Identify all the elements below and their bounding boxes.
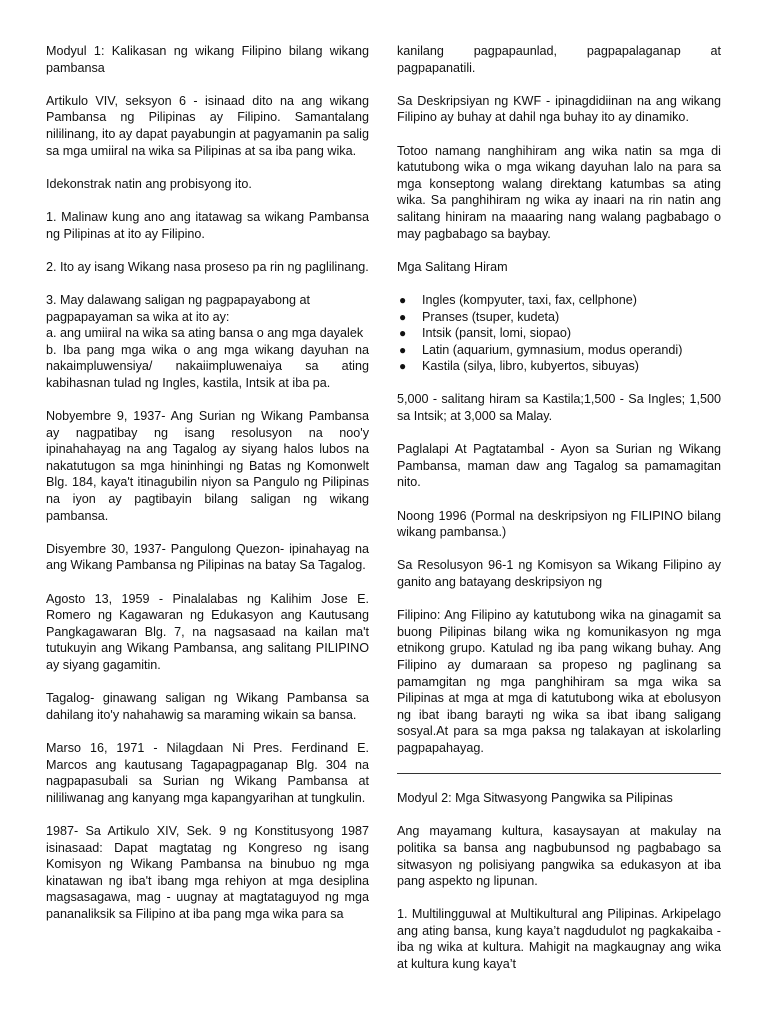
paragraph-1987: 1987- Sa Artikulo XIV, Sek. 9 ng Konstitusyong 1987 isinasaad: Dapat magtatag ng Kongreso ng isang Komisyon ng Wikang Pambansa na binubuo ng mga kinatawan ng iba't ibang mga rehiyon at mga desiplina magsasagawa, mag - uugnay at magtataguyod ng mga pananaliksik sa Filipino at iba pang mga wika para sa xyxy=(46,823,369,921)
paragraph-kwf: Sa Deskripsiyan ng KWF - ipinagdidiinan na ang wikang Filipino ay buhay at dahil nga buhay ito ay dinamiko. xyxy=(397,93,721,125)
list-item: ● Pranses (tsuper, kudeta) xyxy=(399,309,560,324)
paragraph-mar-1971: Marso 16, 1971 - Nilagdaan Ni Pres. Ferdinand E. Marcos ang kautusang Tagapagpaganap Blg. 304 na nagpapasubali sa Surian ng Wikang Pambansa at nililiwanag ang kanyang mga kapangyarihan at tungkulin. xyxy=(46,740,369,805)
paragraph-paglalapi: Paglalapi At Pagtatambal - Ayon sa Surian ng Wikang Pambansa, maman daw ang Tagalog sa pamamagitan nito. xyxy=(397,442,721,490)
paragraph-dec-1937: Disyembre 30, 1937- Pangulong Quezon- ipinahayag na ang Wikang Pambansa ng Pilipinas na batay Sa Tagalog. xyxy=(46,541,369,573)
paragraph-idekonstrak: Idekonstrak natin ang probisyong ito. xyxy=(46,176,252,191)
item-3-b: b. Iba pang mga wika o ang mga wikang dayuhan na nakaimpluwensiya/ nakaiimpluwenaiya sa ating kabihasnan tulad ng Ingles, kastila, Intsik at iba pa. xyxy=(46,342,369,390)
paragraph-resolusyon: Sa Resolusyon 96-1 ng Komisyon sa Wikang Filipino ay ganito ang batayang deskripsiyon ng xyxy=(397,558,721,589)
list-item: ● Intsik (pansit, lomi, siopao) xyxy=(399,326,572,341)
paragraph-nov-1937: Nobyembre 9, 1937- Ang Surian ng Wikang Pambansa ay nagpatibay ng isang resolusyon na noo'y ipinahahayag na ang Tagalog ay siyang halos lubos na nakatutugon sa mga hininhingi ng Batas ng Komonwelt Blg. 184, kaya't itinagubilin niyon sa Pangulo ng Pilipinas na iyon ay pagtibayin bilang saligan ng wikang pambansa. xyxy=(46,409,369,523)
paragraph-filipino-definition: Filipino: Ang Filipino ay katutubong wika na ginagamit sa buong Pilipinas bilang wika ng komunikasyon ng mga etnikong grupo. Katulad ng iba pang wikang buhay. Ang Filipino ay dumaraan sa propeso ng paglinang sa pamamgitan ng mga panghihiram sa mga wika sa Pilipinas at mga at mga di katutubong wika at ebolusyon ng ibat ibang barayti ng wika sa ibat ibang saligang sosyal.At para sa mga paksa ng talakayan at iskolarling pagpapahayag. xyxy=(397,608,721,755)
bullet-icon: ● xyxy=(399,359,407,374)
list-item: ● Latin (aquarium, gymnasium, modus operandi) xyxy=(399,342,683,357)
item-1: 1. Malinaw kung ano ang itatawag sa wikang Pambansa ng Pilipinas at ito ay Filipino. xyxy=(46,209,369,241)
item-2: 2. Ito ay isang Wikang nasa proseso pa rin ng paglilinang. xyxy=(46,259,369,274)
paragraph-continuation: kanilang pagpapaunlad, pagpapalaganap at pagpapanatili. xyxy=(397,44,721,75)
item-3 xyxy=(46,292,369,392)
bullet-icon: ● xyxy=(399,309,407,324)
paragraph-loanword-counts: 5,000 - salitang hiram sa Kastila;1,500 - Sa Ingles; 1,500 sa Intsik; at 3,000 sa Malay. xyxy=(397,392,721,424)
paragraph-1996: Noong 1996 (Pormal na deskripsiyon ng FILIPINO bilang wikang pambansa.) xyxy=(397,508,721,540)
left-column xyxy=(46,43,369,939)
paragraph-article-vi: Artikulo VIV, seksyon 6 - isinaad dito na ang wikang Pambansa ng Pilipinas ay Filipino. Samantalang nililinang, ito ay dapat payabungin at pagyamanin pa salig sa mga umiiral na wika sa Pilipinas at sa iba pang wika. xyxy=(46,93,369,158)
item-3-line-2: pagpapayaman sa wika at ito ay: xyxy=(46,309,230,324)
bullet-icon: ● xyxy=(399,342,407,357)
module1-title: Modyul 1: Kalikasan ng wikang Filipino bilang wikang pambansa xyxy=(46,44,369,75)
item-3-a: a. ang umiiral na wika sa ating bansa o ang mga dayalek xyxy=(46,326,364,341)
bullet-icon: ● xyxy=(399,326,407,341)
item-3-line-1: 3. May dalawang saligan ng pagpapayabong at xyxy=(46,292,310,307)
paragraph-tagalog: Tagalog- ginawang saligan ng Wikang Pambansa sa dahilang ito'y nahahawig sa maraming wikain sa bansa. xyxy=(46,691,369,722)
paragraph-totoo: Totoo namang nanghihiram ang wika natin sa mga di katutubong wika o mga wikang dayuhan lalo na para sa mga konseptong walang direktang katumbas sa ating wika. Sa panghihiram ng wika ay inaari na rin natin ang salitang hiniram na maaaring nang walang pagbabago o may pagbabago sa baybay. xyxy=(397,143,721,241)
paragraph-mayamang-kultura: Ang mayamang kultura, kasaysayan at makulay na politika sa bansa ang nagbubunsod ng pagbabago sa sitwasyon ng polisiyang pangwika sa edukasyon at iba pang aspekto ng lipunan. xyxy=(397,824,721,889)
right-column xyxy=(397,43,721,989)
paragraph-aug-1959: Agosto 13, 1959 - Pinalalabas ng Kalihim Jose E. Romero ng Kagawaran ng Edukasyon ang Kautusang Pangkagawaran Blg. 7, na nagsasaad na kailan ma't tutukuyin ang Wikang Pambansa, ang salitang PILIPINO ay siyang gagamitin. xyxy=(46,591,369,672)
paragraph-multilingguwal: 1. Multilingguwal at Multikultural ang Pilipinas. Arkipelago ang ating bansa, kung kaya’t nagdudulot ng pagkakaiba - iba ng wika at kultura. Mahigit na magkaugnay ang wika at kultura kung kaya’t xyxy=(397,907,721,972)
loanword-list xyxy=(397,292,721,375)
heading-salitang-hiram: Mga Salitang Hiram xyxy=(397,259,508,274)
bullet-icon: ● xyxy=(399,292,407,307)
section-divider xyxy=(397,773,721,774)
list-item: ● Kastila (silya, libro, kubyertos, sibuyas) xyxy=(399,359,639,374)
module2-title: Modyul 2: Mga Sitwasyong Pangwika sa Pilipinas xyxy=(397,791,673,806)
list-item: ● Ingles (kompyuter, taxi, fax, cellphone) xyxy=(399,292,637,307)
